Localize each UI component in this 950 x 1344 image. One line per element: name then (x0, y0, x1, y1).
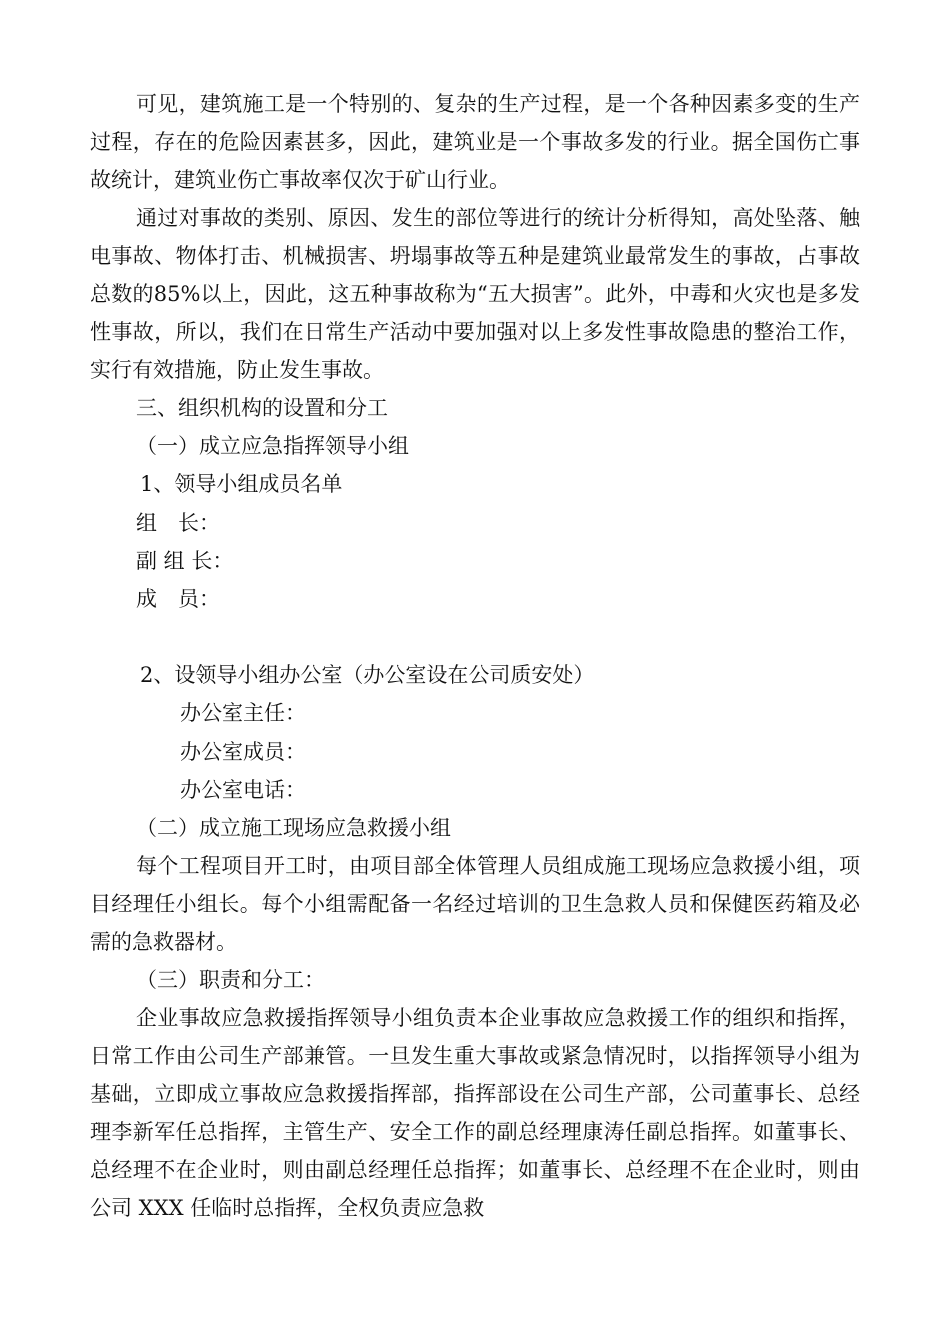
item-member-list-heading: 1、领导小组成员名单 (140, 472, 343, 497)
field-office-members: 办公室成员： (180, 739, 306, 764)
field-office-phone: 办公室电话： (180, 777, 306, 802)
paragraph-hazard-overview: 可见，建筑施工是一个特别的、复杂的生产过程，是一个各种因素多变的生产过程，存在的危险因素甚多，因此，建筑业是一个事故多发的行业。据全国伤亡事故统计，建筑业伤亡事故率仅次于矿山行业。 (90, 92, 860, 192)
paragraph-five-major-hazards: 通过对事故的类别、原因、发生的部位等进行的统计分析得知，高处坠落、触电事故、物体打击、机械损害、坍塌事故等五种是建筑业最常发生的事故，占事故总数的85%以上，因此，这五种事故称为“五大损害”。此外，中毒和火灾也是多发性事故，所以，我们在日常生产活动中要加强对以上多发性事故隐患的整治工作，实行有效措施，防止发生事故。 (90, 206, 860, 382)
subsection-heading-leadership-group: （一）成立应急指挥领导小组 (136, 434, 409, 459)
field-office-director: 办公室主任： (180, 701, 306, 726)
field-members: 成 员： (136, 587, 220, 612)
field-group-leader: 组 长： (136, 510, 220, 535)
subsection-heading-rescue-group: （二）成立施工现场应急救援小组 (136, 816, 451, 841)
item-office-heading: 2、设领导小组办公室（办公室设在公司质安处） (140, 663, 595, 688)
section-heading-organization: 三、组织机构的设置和分工 (136, 396, 388, 420)
field-deputy-leader: 副 组 长： (136, 548, 234, 573)
subsection-heading-duties: （三）职责和分工： (136, 968, 325, 993)
paragraph-duties: 企业事故应急救援指挥领导小组负责本企业事故应急救援工作的组织和指挥，日常工作由公司生产部兼管。一旦发生重大事故或紧急情况时，以指挥领导小组为基础，立即成立事故应急救援指挥部，指挥部设在公司生产部，公司董事长、总经理李新军任总指挥，主管生产、安全工作的副总经理康涛任副总指挥。如董事长、总经理不在企业时，则由副总经理任总指挥；如董事长、总经理不在企业时，则由公司 XXX 任临时总指挥，全权负责应急救 (90, 1006, 860, 1221)
blank-line (90, 618, 860, 656)
paragraph-rescue-group: 每个工程项目开工时，由项目部全体管理人员组成施工现场应急救援小组，项目经理任小组长。每个小组需配备一名经过培训的卫生急救人员和保健医药箱及必需的急救器材。 (90, 854, 860, 955)
document-body (90, 85, 860, 1227)
